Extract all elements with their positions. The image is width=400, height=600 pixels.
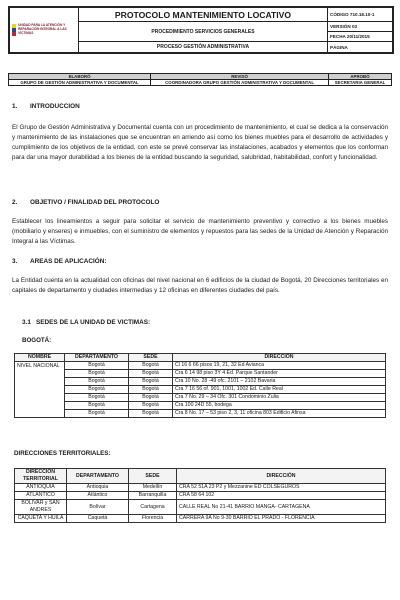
direccion-cell: Cra 10 No. 28 -49 ofc. 2101 – 2102 Bavaria — [173, 378, 386, 386]
aprobo-label: APROBÓ — [329, 74, 392, 80]
sede-cell: Bogotá — [129, 378, 173, 386]
section-heading-sedes: 3.1 SEDES DE LA UNIDAD DE VICTIMAS: — [22, 319, 151, 326]
section-body-objetivo: Establecer los lineamientos a seguir para solicitar el servicio de mantenimiento preventivo y correctivo a los bienes muebles (mobiliario y enseres) e inmuebles, con el suministro de elementos y repuestos para las sedes de la Unidad de Atención y Reparación Integral a las Víctimas. — [12, 218, 388, 245]
logo-text: UNIDAD PARA LA ATENCIÓN Y REPARACIÓN INTEGRAL A LAS VÍCTIMAS — [18, 23, 67, 35]
departamento-cell: Bogotá — [65, 410, 129, 418]
bogota-table — [14, 353, 386, 418]
column-header-sede: SEDE — [129, 354, 173, 362]
territorial-table — [14, 468, 386, 523]
reviso-label: REVISÓ — [151, 74, 329, 80]
table-row — [15, 370, 386, 378]
column-header-departamento: DEPARTAMENTO — [65, 354, 129, 362]
direccion-cell: Cra 7 16 56 of. 901, 1001, 1002 Ed. Calle Real — [173, 386, 386, 394]
sede-cell: Barranquilla — [129, 492, 177, 500]
section-heading-introduccion: 1. INTRODUCCION — [12, 103, 80, 110]
table-row — [15, 500, 386, 515]
table-row — [15, 492, 386, 500]
table-row — [15, 402, 386, 410]
departamento-cell: Bogotá — [65, 394, 129, 402]
territorial-cell: CAQUETA Y HUILA — [15, 515, 67, 523]
document-code: CÓDIGO 710.18.10-1 — [328, 8, 393, 22]
table-row — [15, 484, 386, 492]
direccion-cell: CARRERA 9A No 9-30 BARRIO EL PRADO - FLORENCIA — [177, 515, 386, 523]
direccion-cell: Cra 7 No. 29 – 34 Ofc. 301 Condominio Zulia — [173, 394, 386, 402]
sede-cell: Bogotá — [129, 362, 173, 370]
column-header-direccion-territorial: DIRECCIÓN TERRITORIAL — [15, 469, 67, 484]
table-row — [15, 386, 386, 394]
direccion-cell: Cra 8 No. 17 – 53 piso 2, 3, 11 oficina 803 Edificio Afinsa — [173, 410, 386, 418]
column-header-direccion: DIRECCIÓN — [173, 354, 386, 362]
logo-cell — [10, 8, 79, 53]
departamento-cell: Bogotá — [65, 402, 129, 410]
unit-logo — [12, 8, 76, 52]
departamento-cell: Antioquia — [67, 484, 129, 492]
direccion-cell: CALLE REAL No 21-41 BARRIO MANGA- CARTAGENA — [177, 500, 386, 515]
table-row — [15, 378, 386, 386]
document-header — [8, 6, 394, 54]
table-header-row — [15, 354, 386, 362]
departamento-cell: Atlántico — [67, 492, 129, 500]
process-name: PROCESO GESTIÓN ADMINISTRATIVA — [79, 42, 328, 53]
procedure-name: PROCEDIMIENTO SERVICIOS GENERALES — [79, 22, 328, 42]
departamento-cell: Bolívar — [67, 500, 129, 515]
reviso-value: COORDINADORA GRUPO GESTIÓN ADMINISTRATIVA Y DOCUMENTAL — [151, 80, 329, 86]
sede-cell: Florencia — [129, 515, 177, 523]
column-header-direccion: DIRECCIÓN — [177, 469, 386, 484]
table-row — [15, 515, 386, 523]
table-row — [15, 362, 386, 370]
section-heading-areas: 3. AREAS DE APLICACIÓN: — [12, 258, 107, 265]
territorial-label: DIRECCIONES TERRITORIALES: — [14, 450, 111, 457]
column-header-departamento: DEPARTAMENTO — [67, 469, 129, 484]
document-date: FECHA 20/11/2015 — [328, 32, 393, 42]
table-row — [15, 394, 386, 402]
section-body-areas: La Entidad cuenta en la actualidad con oficinas del nivel nacional en 6 edificios de la ciudad de Bogotá, 20 Direcciones territoriales en capitales de departamento y ciudades intermedias y 12 oficinas en diferentes ciudades del país. — [12, 277, 388, 294]
direccion-cell: Cra 6 14 98 piso 3Y 4 Ed. Parque Santander — [173, 370, 386, 378]
column-header-nombre: NOMBRE — [15, 354, 65, 362]
elaboro-label: ELABORÓ — [9, 74, 151, 80]
sede-cell: Bogotá — [129, 394, 173, 402]
section-body-introduccion: El Grupo de Gestión Administrativa y Documental cuenta con un procedimiento de mantenimiento, el cual se dedica a la conservación y mantenimiento de las instalaciones que se encuentran en arriendo así como los bienes muebles para el desarrollo de actividades y cumplimiento de los objetivos de la entidad, con este se prevé conservar las instalaciones, acabados y elementos que los conforman para dar una mayor durabilidad a los bienes de la entidad buscando la seguridad, salubridad, habitabilidad, confort y funcionalidad. — [12, 124, 388, 161]
document-version: VERSIÓN 03 — [328, 22, 393, 32]
departamento-cell: Bogotá — [65, 386, 129, 394]
territorial-cell: BOLIVAR y SAN ANDRES — [15, 500, 67, 515]
approval-table — [8, 73, 392, 86]
aprobo-value: SECRETARIA GENERAL — [329, 80, 392, 86]
territorial-cell: ANTIOQUIA — [15, 484, 67, 492]
document-page-label: PÁGINA — [328, 42, 393, 53]
departamento-cell: Caquetá — [67, 515, 129, 523]
departamento-cell: Bogotá — [65, 378, 129, 386]
bogota-label: BOGOTÁ: — [22, 337, 52, 344]
sede-cell: Bogotá — [129, 410, 173, 418]
elaboro-value: GRUPO DE GESTIÓN ADMINISTRATIVA Y DOCUMENTAL — [9, 80, 151, 86]
territorial-cell: ATLANTICO — [15, 492, 67, 500]
sede-cell: Bogotá — [129, 370, 173, 378]
direccion-cell: Cra 100 24D 55, bodega — [173, 402, 386, 410]
column-header-sede: SEDE — [129, 469, 177, 484]
sede-cell: Bogotá — [129, 386, 173, 394]
table-header-row — [15, 469, 386, 484]
direccion-cell: CRA 52 51A 23 P2 y Mezzanine ED COLSEGUROS — [177, 484, 386, 492]
section-heading-objetivo: 2. OBJETIVO / FINALIDAD DEL PROTOCOLO — [12, 199, 160, 206]
departamento-cell: Bogotá — [65, 362, 129, 370]
sede-cell: Bogotá — [129, 402, 173, 410]
colombia-flag-icon — [12, 24, 16, 36]
direccion-cell: CRA 58 64 102 — [177, 492, 386, 500]
sede-cell: Cartagena — [129, 500, 177, 515]
direccion-cell: Cl 16 6 66 pisos 19, 21, 32 Ed Avianca — [173, 362, 386, 370]
table-row — [15, 410, 386, 418]
sede-cell: Medellín — [129, 484, 177, 492]
nombre-cell: NIVEL NACIONAL — [15, 362, 65, 418]
document-title: PROTOCOLO MANTENIMIENTO LOCATIVO — [79, 8, 328, 22]
departamento-cell: Bogotá — [65, 370, 129, 378]
